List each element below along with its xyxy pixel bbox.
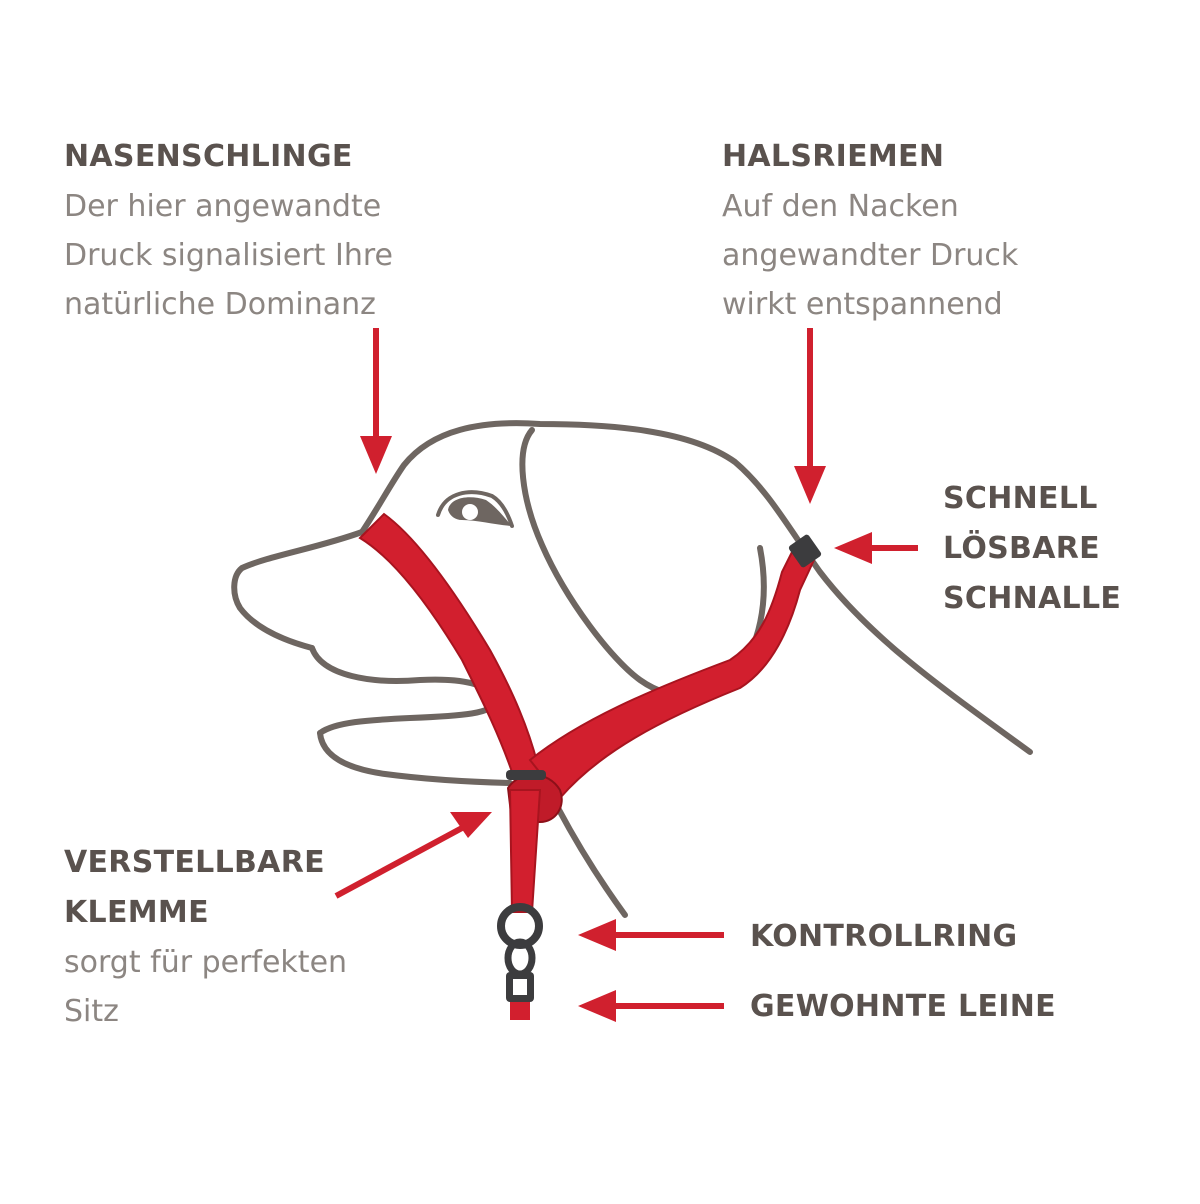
callout-desc-line: Der hier angewandte — [64, 189, 382, 224]
callout-title-line: KLEMME — [64, 895, 209, 930]
callout-desc-line: angewandter Druck — [722, 238, 1019, 273]
callout-leine — [750, 982, 1056, 1032]
dog-ear — [522, 430, 763, 697]
callout-title-line: SCHNALLE — [943, 581, 1122, 616]
callout-desc-line: natürliche Dominanz — [64, 287, 376, 322]
control-ring — [501, 907, 539, 974]
leash-strap — [510, 790, 540, 912]
callout-halsriemen — [722, 132, 1018, 329]
arrow-schnalle — [834, 532, 918, 564]
callout-klemme — [64, 838, 347, 1036]
callout-desc-line: wirkt entspannend — [722, 287, 1003, 322]
leash — [506, 972, 534, 1020]
dog-jaw — [320, 733, 510, 783]
nose-loop-strap — [360, 514, 540, 784]
callout-desc-line: Druck signalisiert Ihre — [64, 238, 393, 273]
arrow-kontrollring — [578, 919, 724, 951]
callout-nasenschlinge — [64, 132, 393, 329]
callout-kontrollring — [750, 912, 1017, 962]
dog-throat — [558, 808, 625, 915]
callout-schnalle — [943, 474, 1121, 624]
arrow-leine — [578, 990, 724, 1022]
callout-title: NASENSCHLINGE — [64, 139, 353, 174]
callout-desc-line: Auf den Nacken — [722, 189, 959, 224]
callout-title-line: SCHNELL — [943, 481, 1098, 516]
callout-title: GEWOHNTE LEINE — [750, 989, 1056, 1024]
callout-title-line: LÖSBARE — [943, 531, 1100, 566]
callout-title: HALSRIEMEN — [722, 139, 945, 174]
callout-desc-line: sorgt für perfekten — [64, 945, 348, 980]
head-collar-straps — [360, 514, 822, 912]
callout-title-line: VERSTELLBARE — [64, 845, 325, 880]
arrow-halsriemen — [794, 328, 826, 504]
dog-snout — [234, 532, 362, 648]
dog-eye — [438, 492, 512, 526]
callout-title: KONTROLLRING — [750, 919, 1018, 954]
neck-strap — [530, 544, 814, 798]
callout-desc-line: Sitz — [64, 994, 119, 1029]
dog-outline — [234, 423, 1030, 915]
arrow-nasenschlinge — [360, 328, 392, 474]
arrow-klemme — [336, 812, 492, 896]
